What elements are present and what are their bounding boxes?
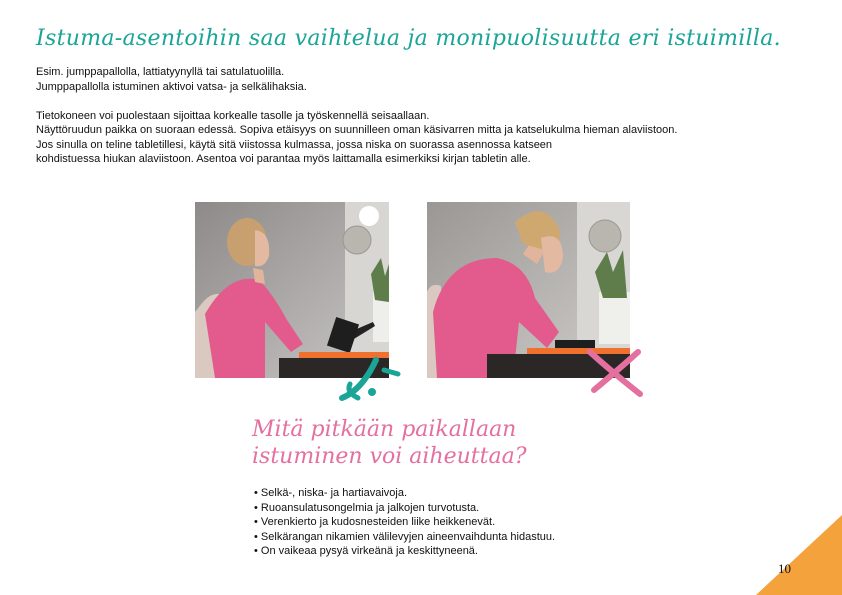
list-item: • On vaikeaa pysyä virkeänä ja keskittyneenä.: [254, 544, 555, 559]
list-item: • Verenkierto ja kudosnesteiden liike heikkenevät.: [254, 515, 555, 530]
intro-line: kohdistuessa hiukan alaviistoon. Asentoa voi parantaa myös laittamalla esimerkiksi kirjan tabletin alle.: [36, 153, 531, 165]
intro-line: Jos sinulla on teline tabletillesi, käytä sitä viistossa kulmassa, jossa niska on suorassa asennossa katseen: [36, 138, 553, 151]
intro-line: Esim. jumppapallolla, lattiatyynyllä tai satulatuolilla.: [36, 66, 285, 78]
intro-line: Tietokoneen voi puolestaan sijoittaa korkealle tasolle ja työskennellä seisaallaan.: [36, 109, 430, 122]
bullet-list: [254, 486, 555, 559]
cross-icon: [582, 346, 646, 398]
intro-line: Näyttöruudun paikka on suoraan edessä. Sopiva etäisyys on suunnilleen oman käsivarren mitta ja katselukulma hieman alaviistoon.: [36, 124, 678, 136]
intro-paragraph-2: [36, 109, 816, 167]
corner-decoration: [756, 515, 842, 595]
list-item: • Selkärangan nikamien välilevyjen aineenvaihdunta hidastuu.: [254, 530, 555, 545]
section-heading-line: Mitä pitkään paikallaan: [252, 417, 517, 442]
page-number: 10: [778, 561, 791, 576]
page-heading: Istuma-asentoihin saa vaihtelua ja monipuolisuutta eri istuimilla.: [36, 26, 781, 51]
section-heading-line: istuminen voi aiheuttaa?: [252, 444, 527, 469]
list-item: • Selkä-, niska- ja hartiavaivoja.: [254, 486, 555, 501]
section-heading: [252, 416, 527, 470]
list-item: • Ruoansulatusongelmia ja jalkojen turvotusta.: [254, 501, 555, 516]
intro-line: Jumppapallolla istuminen aktivoi vatsa- ja selkälihaksia.: [36, 80, 307, 93]
checkmark-icon: [336, 352, 408, 406]
intro-text: [36, 65, 816, 167]
intro-paragraph-1: [36, 65, 816, 94]
